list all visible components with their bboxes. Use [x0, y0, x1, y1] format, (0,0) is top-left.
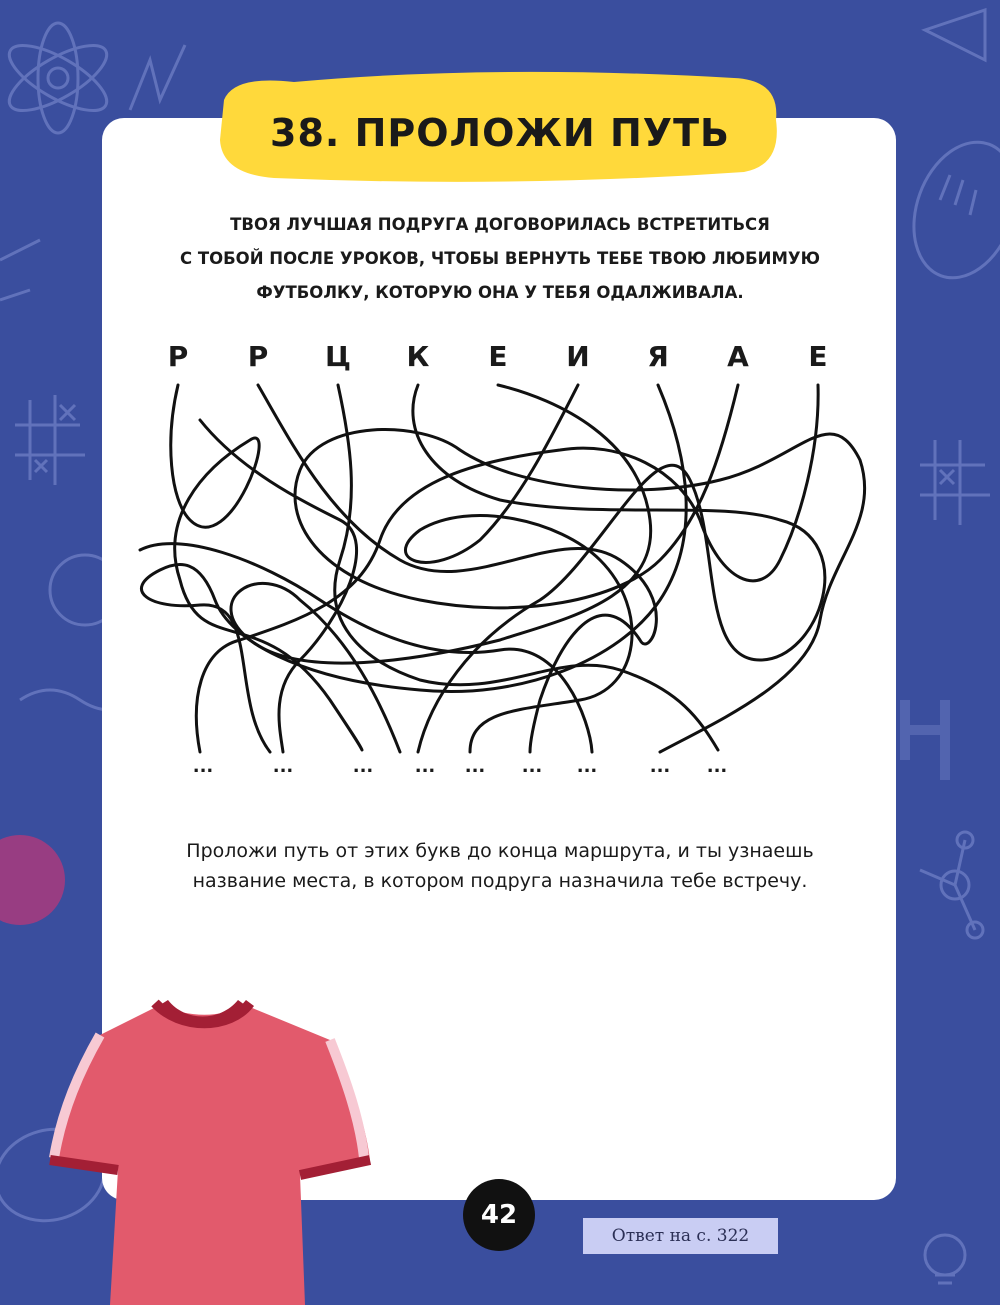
maze-letter: Е	[808, 340, 828, 373]
maze-letter: Р	[167, 340, 189, 373]
maze-end-marker: ...	[464, 756, 486, 777]
maze-letter: Я	[647, 340, 669, 373]
maze-letter: К	[406, 340, 430, 373]
instructions-line: название места, в котором подруга назначила тебе встречу.	[192, 870, 808, 892]
intro-line: ТВОЯ ЛУЧШАЯ ПОДРУГА ДОГОВОРИЛАСЬ ВСТРЕТИТЬСЯ	[230, 215, 770, 234]
maze-letter: И	[566, 340, 590, 373]
intro-line: ФУТБОЛКУ, КОТОРУЮ ОНА У ТЕБЯ ОДАЛЖИВАЛА.	[256, 283, 744, 302]
maze-end-marker: ...	[352, 756, 374, 777]
maze-end-marker: ...	[576, 756, 598, 777]
instructions-line: Проложи путь от этих букв до конца маршрута, и ты узнаешь	[186, 840, 814, 862]
intro-line: С ТОБОЙ ПОСЛЕ УРОКОВ, ЧТОБЫ ВЕРНУТЬ ТЕБЕ ТВОЮ ЛЮБИМУЮ	[179, 249, 821, 268]
maze-end-marker: ...	[414, 756, 436, 777]
maze-end-marker: ...	[706, 756, 728, 777]
answer-reference: Ответ на с. 322	[583, 1218, 778, 1254]
maze-letter: Ц	[325, 340, 351, 373]
maze-end-marker: ...	[521, 756, 543, 777]
maze-end-marker: ...	[192, 756, 214, 777]
maze-letter: Е	[488, 340, 508, 373]
maze-letter: А	[727, 340, 749, 373]
maze-letter: Р	[247, 340, 269, 373]
page-number: 42	[463, 1179, 535, 1251]
maze-end-marker: ...	[649, 756, 671, 777]
maze-end-marker: ...	[272, 756, 294, 777]
page-title: 38. ПРОЛОЖИ ПУТЬ	[270, 111, 730, 155]
